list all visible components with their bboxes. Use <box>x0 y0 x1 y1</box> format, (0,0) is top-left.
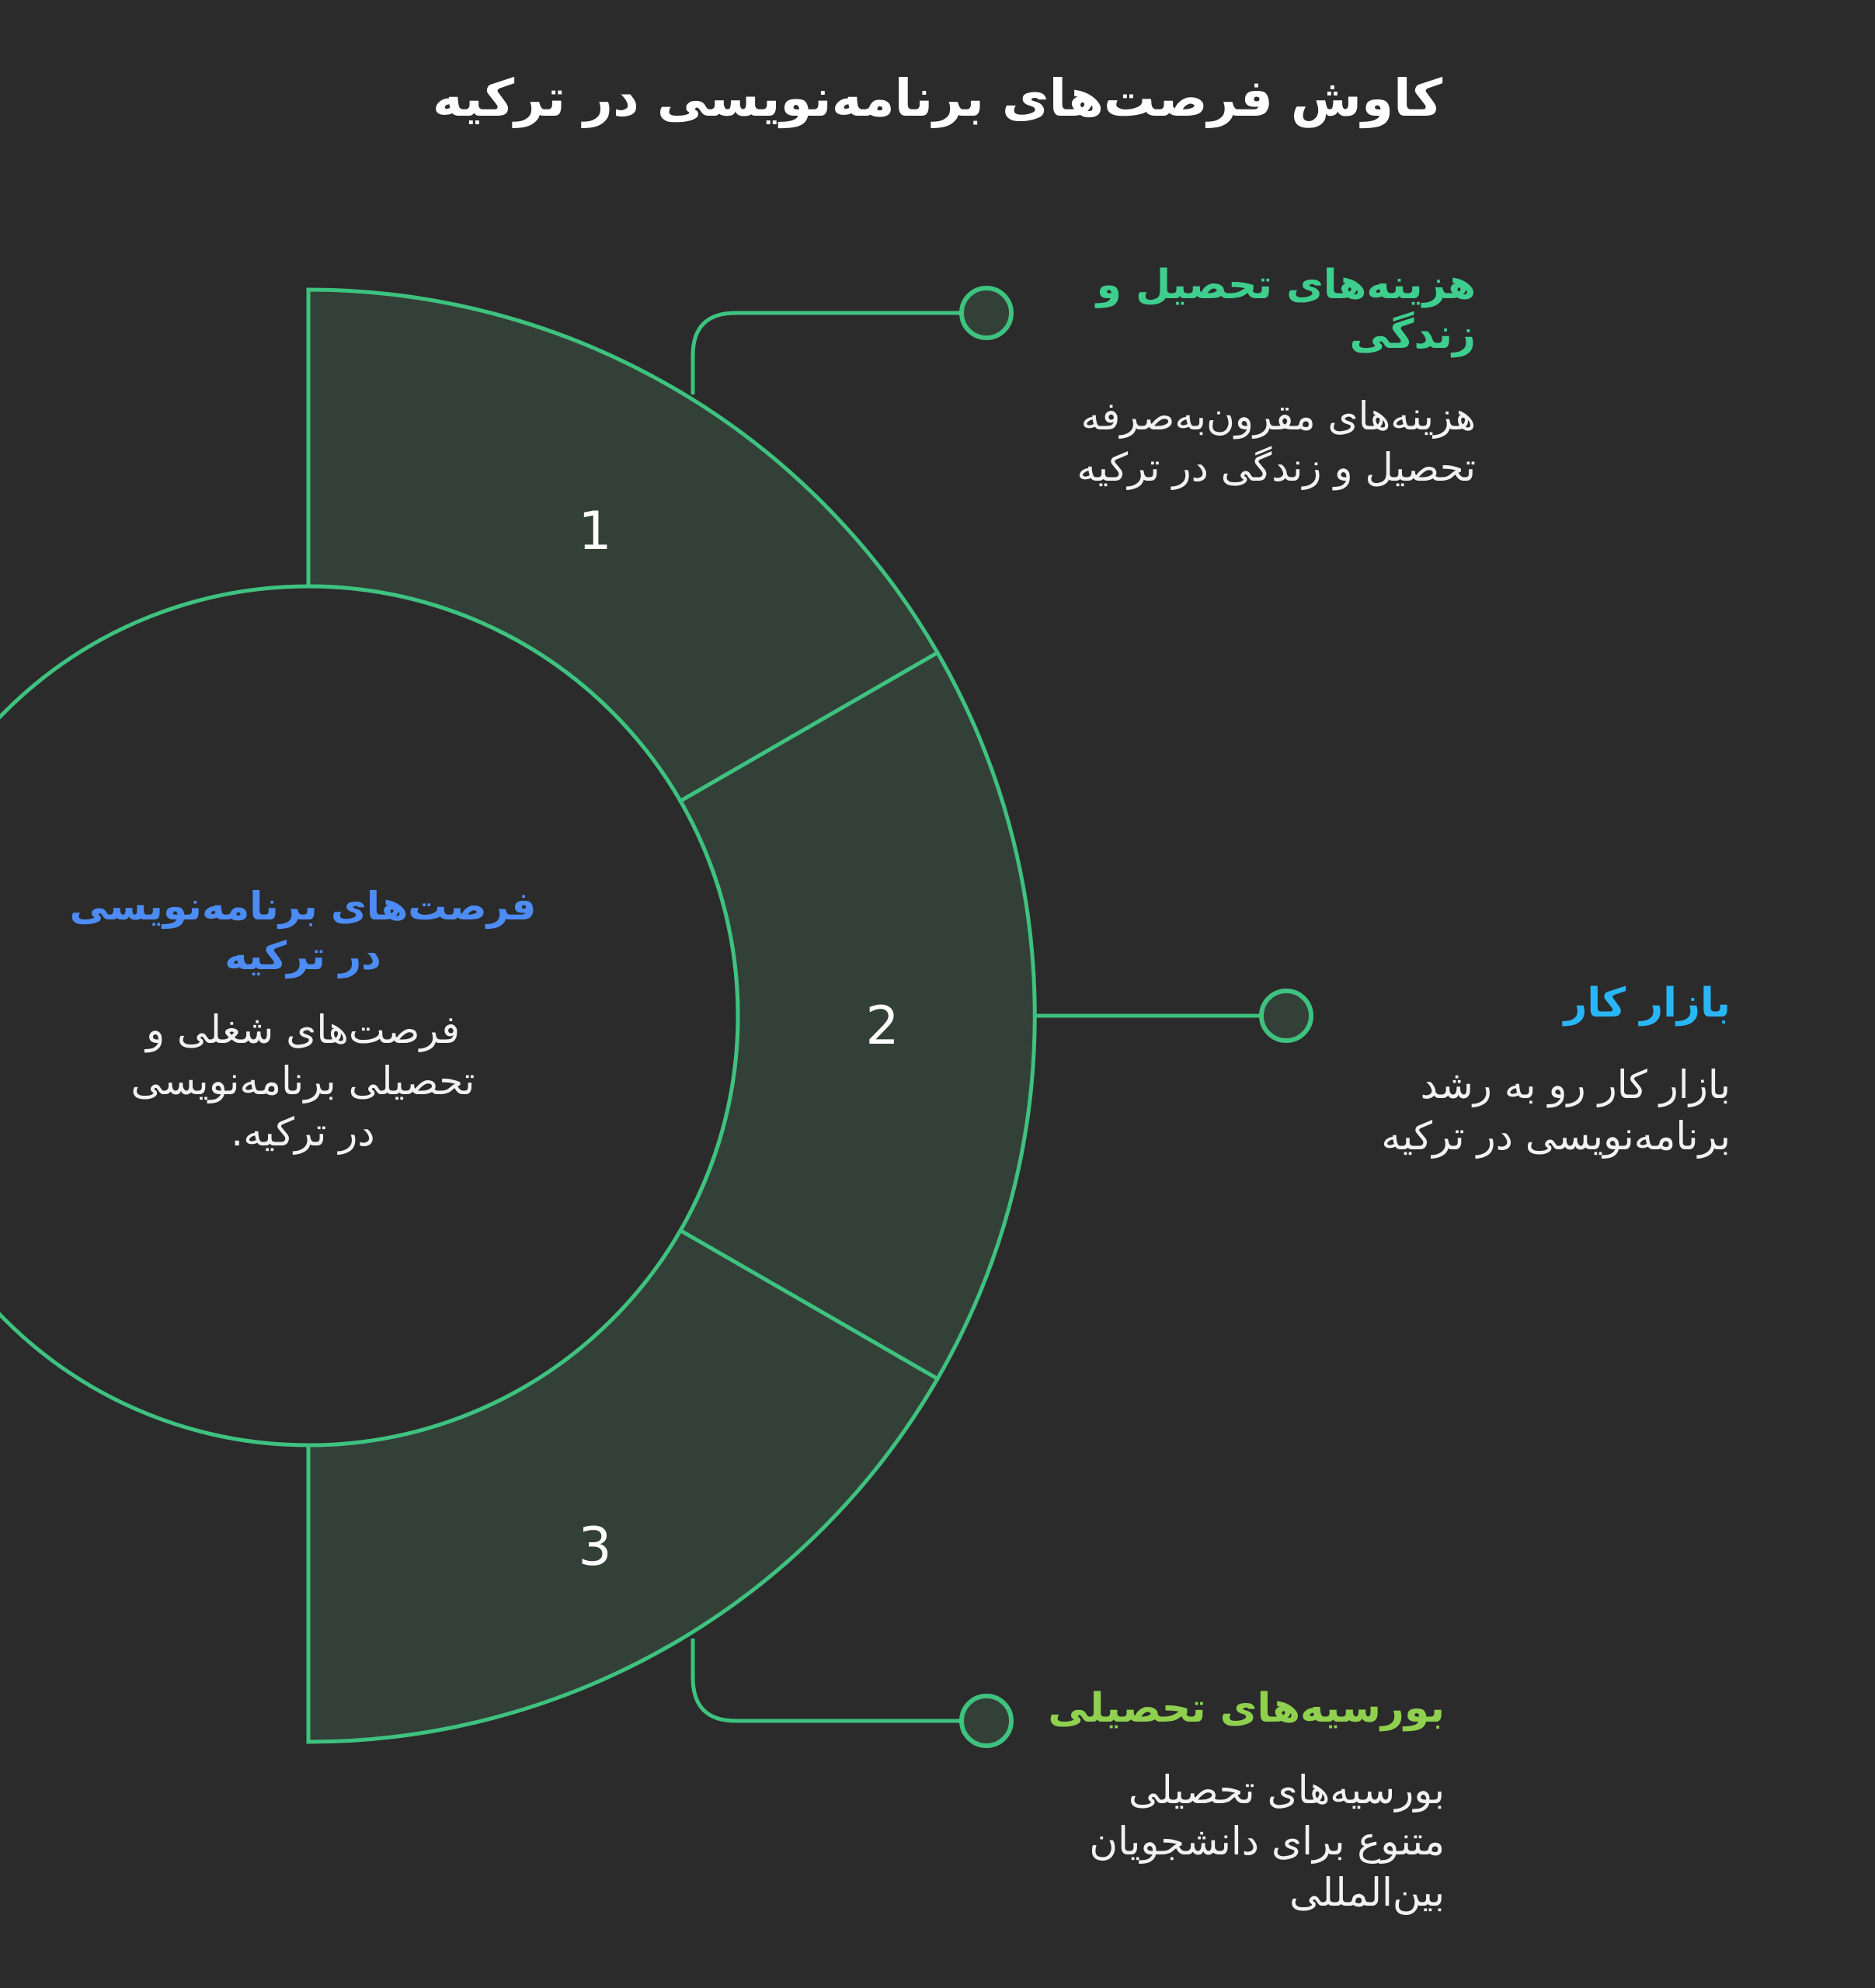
center-title: فرصت‌های برنامه‌نویسی در ترکیه <box>69 884 537 978</box>
item-3 <box>1041 1684 1445 1918</box>
connector-dot-1 <box>962 288 1011 338</box>
item-2-description: بازار کار رو به رشد برنامه‌نویسی در ترکیه <box>1381 1062 1731 1159</box>
page-title: کاوش فرصت‌های برنامه‌نویسی در ترکیه <box>432 68 1443 128</box>
segment-number-3: 3 <box>578 1517 612 1578</box>
item-2-title: بازار کار <box>1564 980 1731 1027</box>
connector-line-3 <box>693 1639 962 1721</box>
item-1-description: هزینه‌های مقرون‌به‌صرفه تحصیل و زندگی در ترکیه <box>1077 394 1476 490</box>
item-3-title: بورسیه‌های تحصیلی <box>1048 1685 1445 1732</box>
segment-number-1: 1 <box>578 501 612 562</box>
item-1-title: هزینه‌های تحصیل و زندگی <box>1096 262 1476 358</box>
center-content <box>47 881 559 1158</box>
segment-number-2: 2 <box>865 996 899 1057</box>
item-1 <box>1041 260 1476 493</box>
connector-line-1 <box>693 313 962 394</box>
connector-dot-3 <box>962 1696 1011 1746</box>
item-3-description: بورسیه‌های تحصیلی متنوع برای دانشجویان بین‌المللی <box>1089 1767 1445 1915</box>
center-description: فرصت‌های شغلی و تحصیلی برنامه‌نویسی در ترکیه. <box>130 1007 475 1155</box>
item-2 <box>1342 978 1731 1162</box>
connector-dot-2 <box>1261 991 1311 1041</box>
